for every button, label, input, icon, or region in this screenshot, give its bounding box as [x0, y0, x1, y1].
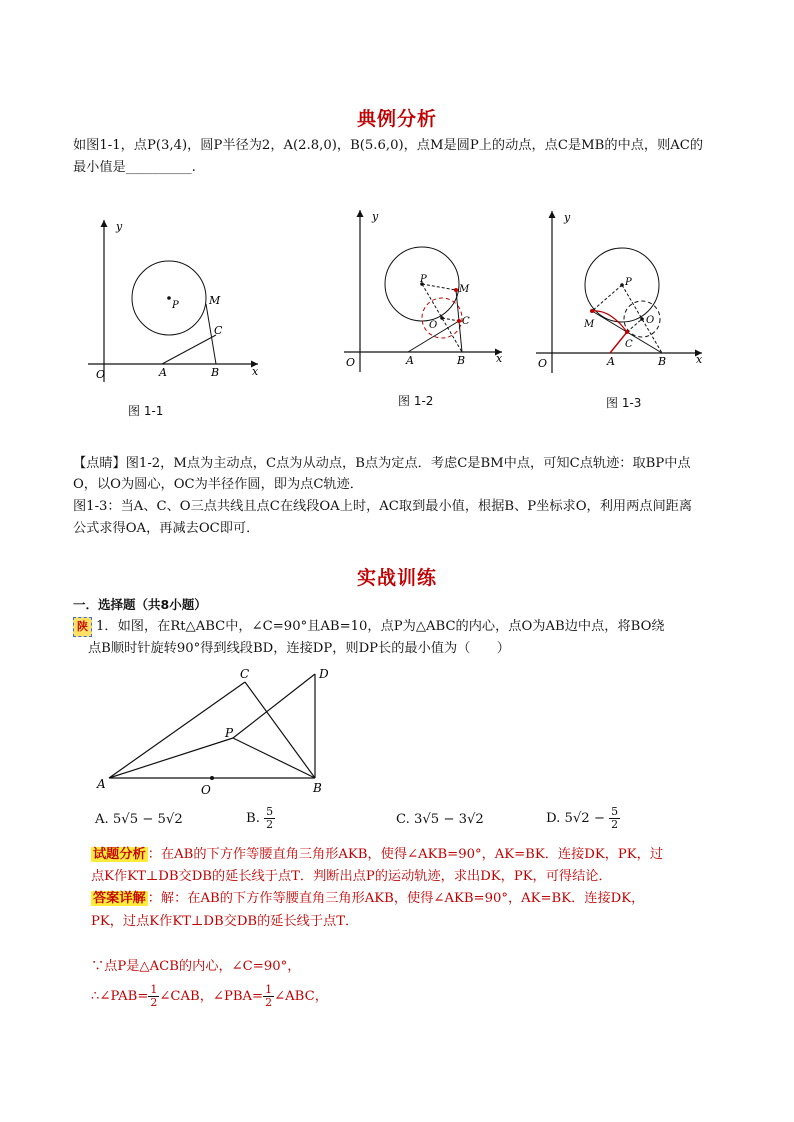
svg-text:D: D: [319, 667, 329, 681]
analysis-line-2: 点K作KT⊥DB交DB的延长线于点T．判断出点P的运动轨迹，求出DK，PK，可得结论．: [91, 869, 612, 884]
label-o: O: [96, 368, 106, 381]
figure-1-2: [338, 204, 510, 376]
svg-text:A: A: [97, 777, 106, 791]
answer-tag: 答案详解: [93, 891, 146, 906]
label-a: A: [159, 366, 167, 379]
problem-line-1: 如图1-1，点P(3,4)，圆P半径为2，A(2.8,0)，B(5.6,0)，点M是圆P上的动点，点C是MB的中点，则AC的: [73, 138, 704, 153]
svg-text:B: B: [457, 354, 466, 367]
svg-text:B: B: [658, 355, 667, 368]
svg-text:C: C: [462, 316, 470, 327]
svg-text:P: P: [225, 726, 234, 740]
svg-text:y: y: [564, 211, 571, 224]
option-c[interactable]: C. 3√5 − 3√2: [396, 812, 484, 827]
svg-text:A: A: [406, 354, 414, 367]
option-a[interactable]: A. 5√5 − 5√2: [95, 812, 183, 827]
answer-line-2: PK，过点K作KT⊥DB交DB的延长线于点T．: [91, 914, 359, 929]
label-c: C: [214, 324, 223, 337]
label-p: P: [172, 300, 179, 311]
question-1-line-1: 陕 1．如图，在Rt△ABC中，∠C=90°且AB=10，点P为△ABC的内心，点O为AB边中点，将BO绕: [73, 617, 733, 637]
question-1-line-2: 点B顺时针旋转90°得到线段BD，连接DP，则DP长的最小值为（ ）: [88, 641, 510, 656]
proof-line-1: ∵点P是△ACB的内心，∠C=90°，: [91, 959, 301, 974]
svg-text:M: M: [584, 319, 595, 330]
section-title-practice: 实战训练: [356, 567, 437, 589]
label-y: y: [116, 220, 123, 233]
hint-line-4: 公式求得OA，再减去OC即可．: [73, 521, 260, 536]
label-b: B: [211, 366, 220, 379]
region-badge: 陕: [73, 617, 92, 637]
svg-text:C: C: [625, 339, 633, 350]
analysis-line-1: 试题分析 ：在AB的下方作等腰直角三角形AKB，使得∠AKB=90°，AK=BK．连接DK，PK，过: [93, 847, 664, 862]
svg-text:P: P: [625, 277, 632, 288]
svg-text:y: y: [372, 210, 379, 223]
answer-line-1: 答案详解 ：解：在AB的下方作等腰直角三角形AKB，使得∠AKB=90°，AK=BK．连接DK，: [93, 891, 645, 906]
subsection-title: 一．选择题（共8小题）: [73, 597, 207, 612]
svg-text:x: x: [496, 352, 503, 365]
hint-line-3: 图1-3：当A、C、O三点共线且点C在线段OA上时，AC取到最小值，根据B、P坐标求O，利用两点间距离: [73, 499, 693, 514]
svg-text:A: A: [607, 355, 615, 368]
svg-text:M: M: [459, 284, 470, 295]
caption-figure-1-2: 图 1-2: [398, 394, 434, 408]
caption-figure-1-1: 图 1-1: [128, 404, 164, 418]
figure-1-1: [80, 210, 270, 385]
svg-text:B: B: [313, 781, 322, 795]
caption-figure-1-3: 图 1-3: [606, 396, 642, 410]
svg-text:x: x: [696, 353, 703, 366]
label-m: M: [209, 294, 221, 307]
option-d[interactable]: D. 5√2 − $\frac{5}{2}$: [546, 805, 619, 831]
label-x: x: [252, 365, 259, 378]
svg-text:C: C: [240, 667, 250, 681]
proof-line-2: ∴∠PAB= $\frac{1}{2}$ ∠CAB，∠PBA= $\frac{1}{2}$ ∠ABC，: [91, 983, 328, 1009]
hint-line-1: 【点睛】图1-2，M点为主动点，C点为从动点，B点为定点．考虑C是BM中点，可知C点轨迹：取BP中点: [73, 456, 691, 471]
problem-line-2: 最小值是__________.: [73, 160, 196, 175]
svg-text:P: P: [420, 274, 427, 285]
hint-line-2: O，以O为圆心，OC为半径作圆，即为点C轨迹．: [73, 477, 363, 492]
svg-text:O: O: [646, 315, 655, 326]
analysis-tag: 试题分析: [93, 847, 146, 862]
svg-text:O: O: [201, 783, 211, 797]
svg-text:O: O: [538, 357, 548, 370]
question-1-figure: [95, 664, 345, 798]
svg-text:O: O: [346, 356, 356, 369]
svg-text:O: O: [429, 320, 438, 331]
section-title-example: 典例分析: [356, 108, 437, 130]
figure-1-3: [530, 205, 710, 377]
option-b[interactable]: B. $\frac{5}{2}$: [246, 805, 274, 831]
